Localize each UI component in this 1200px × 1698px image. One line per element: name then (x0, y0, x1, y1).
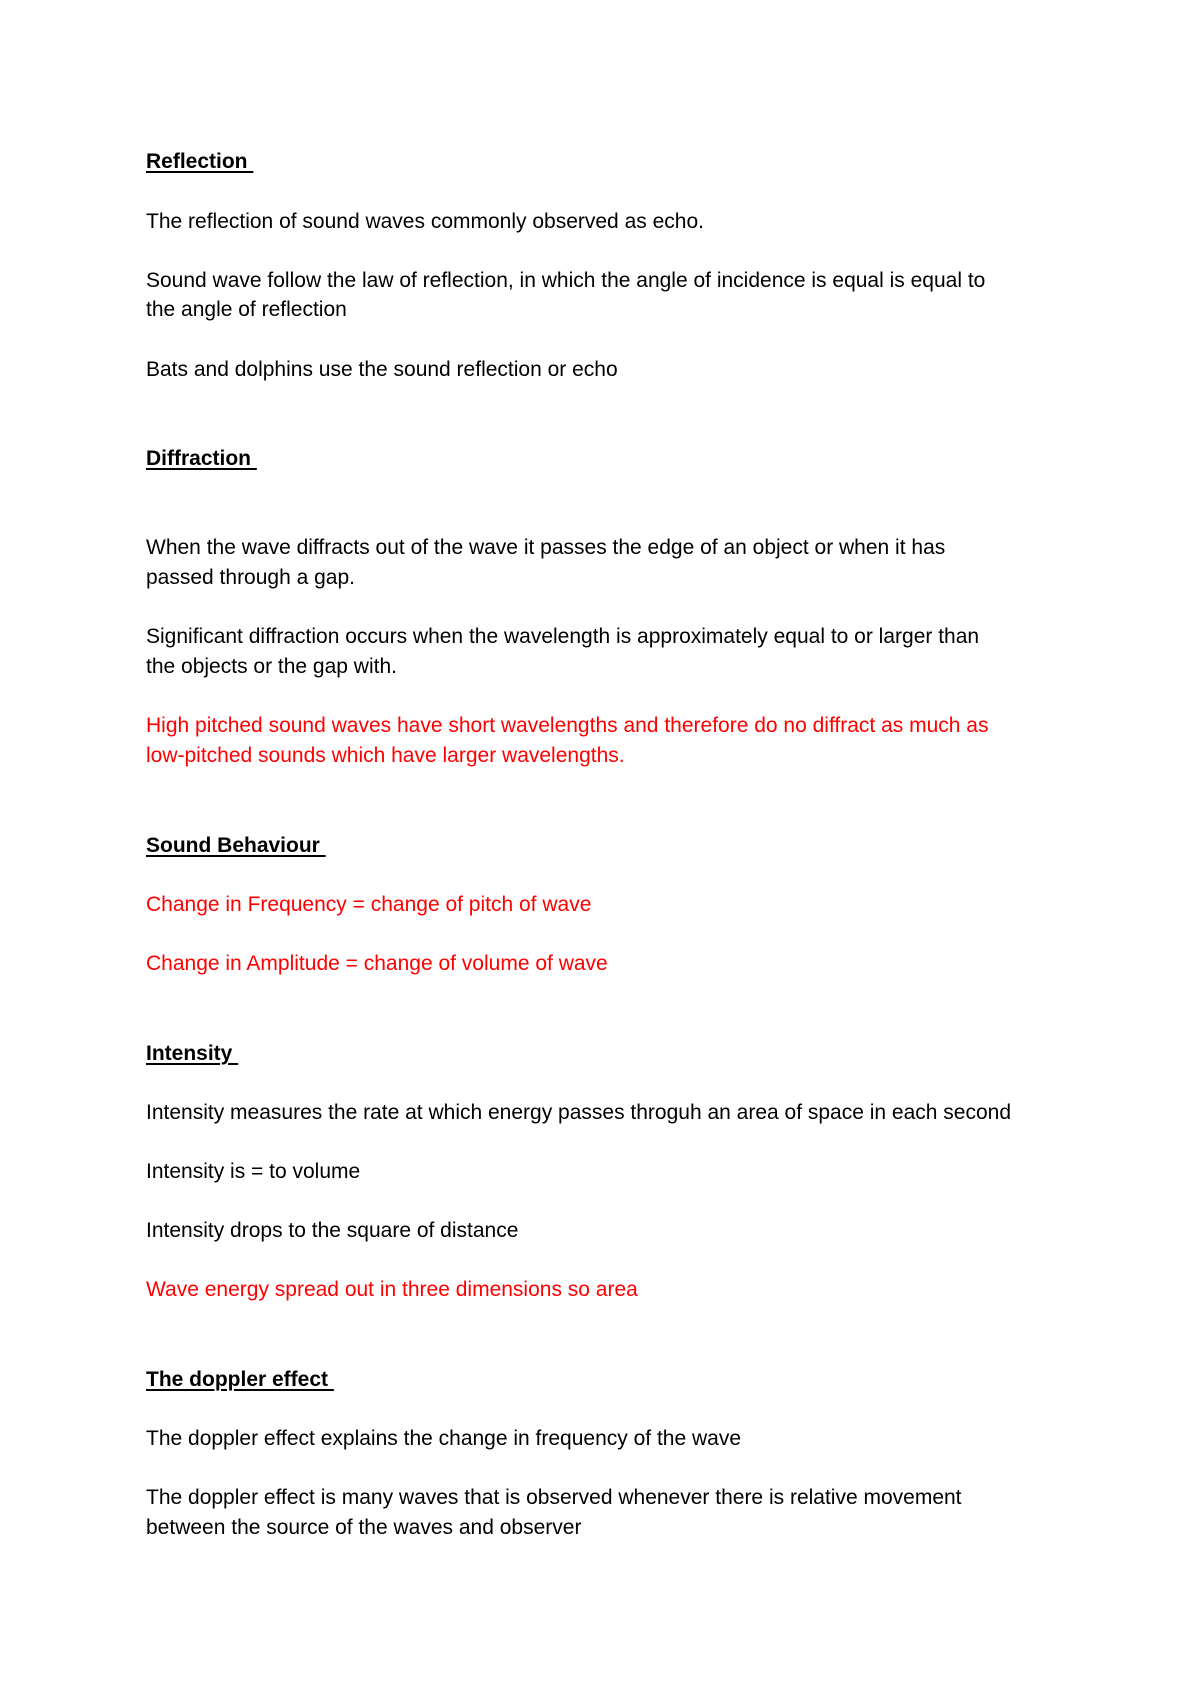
heading-diffraction: Diffraction (146, 447, 257, 470)
heading-sound-behaviour: Sound Behaviour (146, 834, 326, 857)
intensity-note: Wave energy spread out in three dimensions so area (146, 1278, 638, 1301)
reflection-paragraph-2-line-2: the angle of reflection (146, 298, 347, 321)
doppler-paragraph-2-line-2: between the source of the waves and observer (146, 1516, 582, 1539)
reflection-paragraph-3-line-1: Bats and dolphins use the sound reflection or echo (146, 358, 618, 381)
sound-behaviour-amplitude: Change in Amplitude = change of volume of wave (146, 952, 608, 975)
reflection-paragraph-1-line-1: The reflection of sound waves commonly observed as echo. (146, 210, 704, 233)
diffraction-paragraph-2-line-2: the objects or the gap with. (146, 655, 397, 678)
heading-intensity: Intensity (146, 1042, 239, 1065)
diffraction-paragraph-2-line-1: Significant diffraction occurs when the wavelength is approximately equal to or larger than (146, 625, 980, 648)
sound-behaviour-frequency: Change in Frequency = change of pitch of wave (146, 893, 592, 916)
heading-doppler-effect: The doppler effect (146, 1368, 334, 1391)
intensity-paragraph-2: Intensity is = to volume (146, 1160, 361, 1183)
diffraction-paragraph-1-line-1: When the wave diffracts out of the wave it passes the edge of an object or when it has (146, 536, 946, 559)
intensity-paragraph-1: Intensity measures the rate at which energy passes throguh an area of space in each second (146, 1101, 1012, 1124)
heading-reflection: Reflection (146, 150, 254, 173)
doppler-paragraph-2-line-1: The doppler effect is many waves that is observed whenever there is relative movement (146, 1486, 962, 1509)
reflection-paragraph-2-line-1: Sound wave follow the law of reflection, in which the angle of incidence is equal is equal to (146, 269, 986, 292)
intensity-paragraph-3: Intensity drops to the square of distance (146, 1219, 519, 1242)
doppler-paragraph-1: The doppler effect explains the change in frequency of the wave (146, 1427, 742, 1450)
diffraction-note-line-1: High pitched sound waves have short wavelengths and therefore do no diffract as much as (146, 714, 989, 737)
diffraction-note-line-2: low-pitched sounds which have larger wavelengths. (146, 744, 625, 767)
diffraction-paragraph-1-line-2: passed through a gap. (146, 566, 355, 589)
